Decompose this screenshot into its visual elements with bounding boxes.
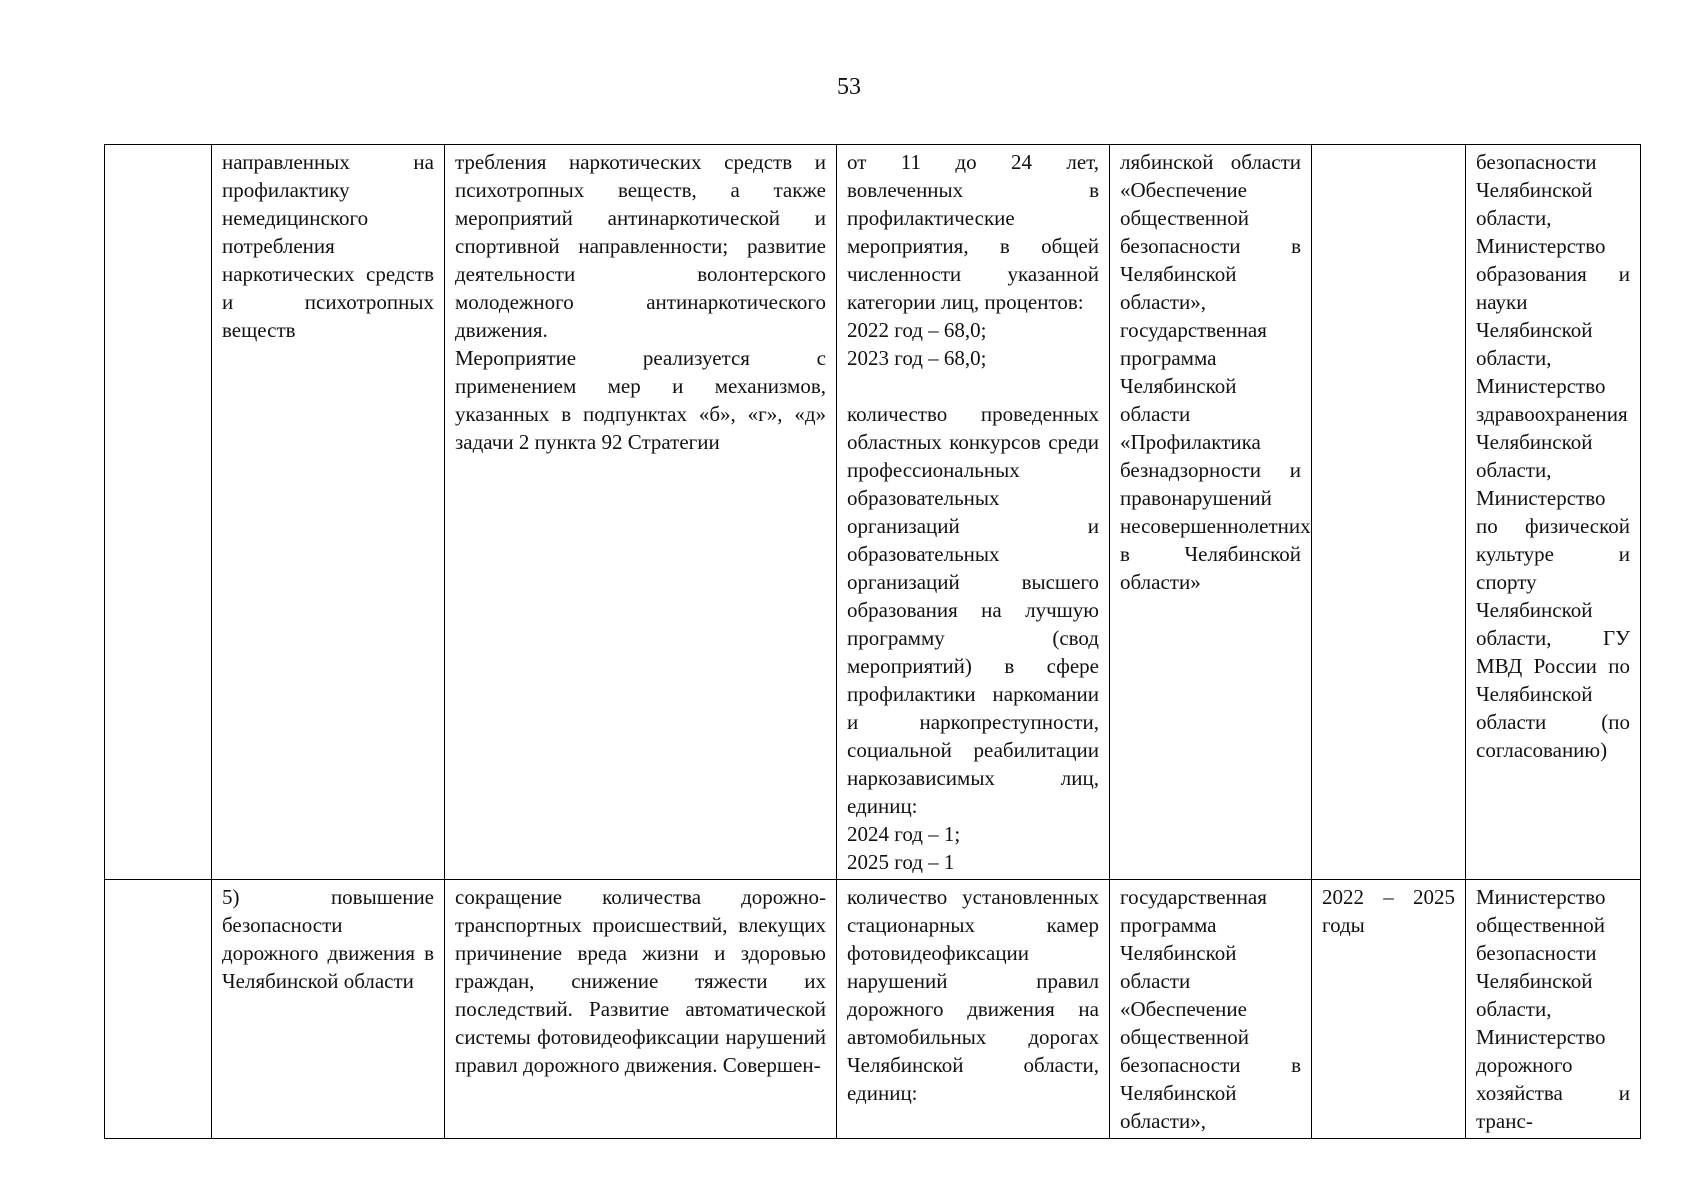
table-cell-task: направленных на профилактику немедицинского потребления наркотических средств и психотропных веществ (212, 145, 445, 880)
table-row (105, 880, 1641, 1139)
table-cell-executor: Министерство общественной безопасности Челябинской области, Министерство дорожного хозяйства и транс- (1466, 880, 1641, 1139)
table-cell-number (105, 145, 212, 880)
table-cell-indicator: количество установленных стационарных камер фотовидеофиксации нарушений правил дорожного движения на автомобильных дорогах Челябинской области, единиц: (837, 880, 1110, 1139)
page-number: 53 (837, 74, 861, 100)
table-cell-content: требления наркотических средств и психотропных веществ, а также мероприятий антинаркотической и спортивной направленности; развитие деятельности волонтерского молодежного антинаркотического движения. Мероприятие реализуется с применением мер и механизмов, указанных в подпунктах «б», «г», «д» задачи 2 пункта 92 Стратегии (445, 145, 837, 880)
table-cell-content: сокращение количества дорожно-транспортных происшествий, влекущих причинение вреда жизни и здоровью граждан, снижение тяжести их последствий. Развитие автоматической системы фотовидеофиксации нарушений правил дорожного движения. Совершен- (445, 880, 837, 1139)
table-row (105, 145, 1641, 880)
table-cell-period (1312, 145, 1466, 880)
table-cell-task: 5) повышение безопасности дорожного движения в Челябинской области (212, 880, 445, 1139)
table-cell-period: 2022 – 2025 годы (1312, 880, 1466, 1139)
table-cell-program: государственная программа Челябинской области «Обеспечение общественной безопасности в Челябинской области», (1110, 880, 1312, 1139)
document-table (104, 144, 1641, 1139)
table-cell-number (105, 880, 212, 1139)
table-cell-program: лябинской области «Обеспечение общественной безопасности в Челябинской области», государственная программа Челябинской области «Профилактика безнадзорности и правонарушений несовершеннолетних в Челябинской области» (1110, 145, 1312, 880)
table-cell-indicator: от 11 до 24 лет, вовлеченных в профилактические мероприятия, в общей численности указанной категории лиц, процентов: 2022 год – 68,0; 2023 год – 68,0; количество проведенных областных конкурсов среди профессиональных образовательных организаций и образовательных организаций высшего образования на лучшую программу (свод мероприятий) в сфере профилактики наркомании и наркопреступности, социальной реабилитации наркозависимых лиц, единиц: 2024 год – 1; 2025 год – 1 (837, 145, 1110, 880)
table-cell-executor: безопасности Челябинской области, Министерство образования и науки Челябинской области, Министерство здравоохранения Челябинской области, Министерство по физической культуре и спорту Челябинской области, ГУ МВД России по Челябинской области (по согласованию) (1466, 145, 1641, 880)
